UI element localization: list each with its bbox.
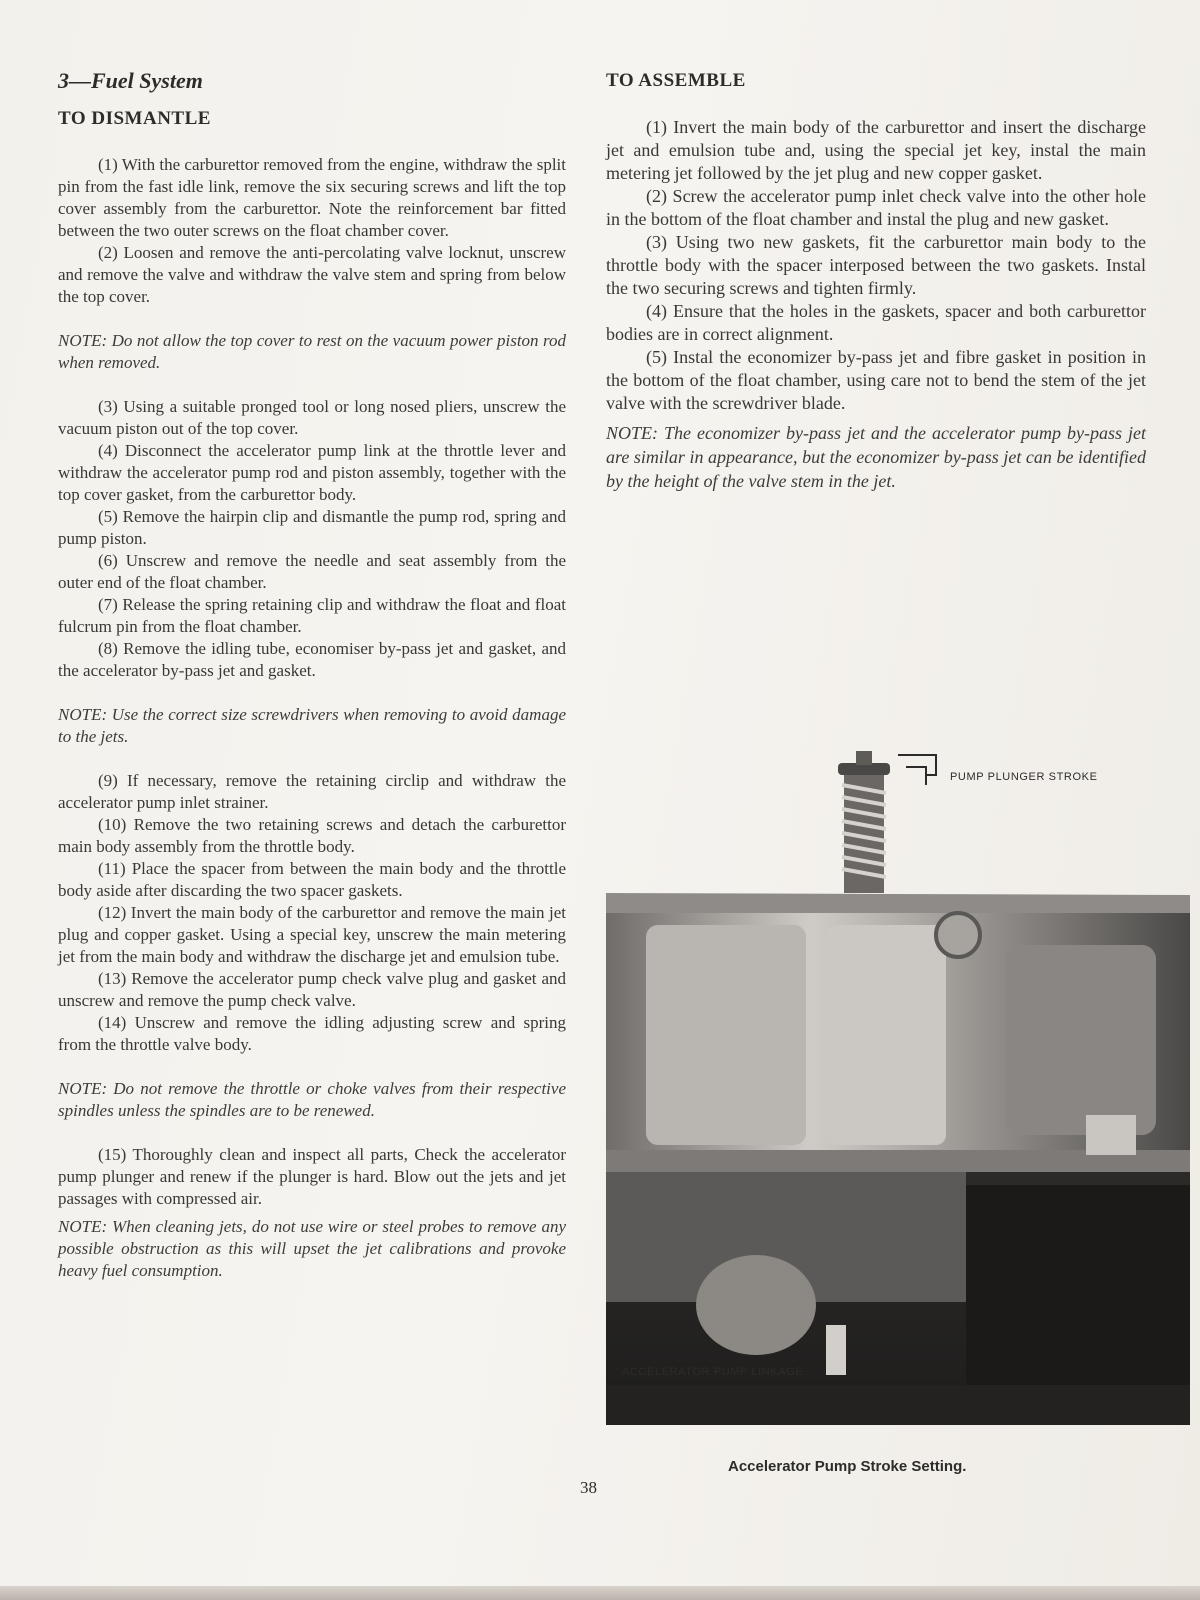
page-number: 38 <box>580 1478 597 1497</box>
note-screwdrivers: NOTE: Use the correct size screwdrivers when removing to avoid damage to the jets. <box>58 705 566 746</box>
note-economizer: NOTE: The economizer by-pass jet and the accelerator pump by-pass jet are similar in appearance, but the economizer by-pass jet can be identified by the height of the valve stem in the jet. <box>606 423 1146 491</box>
note-cleaning-jets: NOTE: When cleaning jets, do not use wire or steel probes to remove any possible obstruction as this will upset the jet calibrations and provoke heavy fuel consumption. <box>58 1217 566 1280</box>
dismantle-step: (5) Remove the hairpin clip and dismantle the pump rod, spring and pump piston. <box>58 507 566 548</box>
dismantle-step: (8) Remove the idling tube, economiser by-pass jet and gasket, and the accelerator by-pass jet and gasket. <box>58 639 566 680</box>
dismantle-step: (13) Remove the accelerator pump check valve plug and gasket and unscrew and remove the pump check valve. <box>58 969 566 1010</box>
assemble-step: (2) Screw the accelerator pump inlet check valve into the other hole in the bottom of the float chamber and instal the plug and new gasket. <box>606 186 1146 229</box>
pump-spring <box>838 751 890 893</box>
dismantle-step: (14) Unscrew and remove the idling adjusting screw and spring from the throttle valve body. <box>58 1013 566 1054</box>
pump-plunger-stroke-label: PUMP PLUNGER STROKE <box>950 771 1098 783</box>
dismantle-step: (3) Using a suitable pronged tool or long nosed pliers, unscrew the vacuum piston out of the top cover. <box>58 397 566 438</box>
dismantle-step: (6) Unscrew and remove the needle and seat assembly from the outer end of the float chamber. <box>58 551 566 592</box>
dismantle-step: (12) Invert the main body of the carburettor and remove the main jet plug and copper gasket. Using a special key, unscrew the main metering jet from the main body and withdraw the discharge jet and emulsion tube. <box>58 903 566 966</box>
dismantle-step: (7) Release the spring retaining clip and withdraw the float and float fulcrum pin from the float chamber. <box>58 595 566 636</box>
dismantle-step: (15) Thoroughly clean and inspect all parts, Check the accelerator pump plunger and renew if the plunger is hard. Blow out the jets and jet passages with compressed air. <box>58 1145 566 1208</box>
accelerator-pump-linkage-label: ACCELERATOR PUMP LINKAGE <box>622 1366 804 1378</box>
dismantle-step: (10) Remove the two retaining screws and detach the carburettor main body assembly from the throttle body. <box>58 815 566 856</box>
page-bottom-edge <box>0 1586 1200 1600</box>
stroke-dimension-marker <box>898 755 936 785</box>
note-top-cover: NOTE: Do not allow the top cover to rest on the vacuum power piston rod when removed. <box>58 331 566 372</box>
dismantle-step: (9) If necessary, remove the retaining circlip and withdraw the accelerator pump inlet strainer. <box>58 771 566 812</box>
assemble-step: (3) Using two new gaskets, fit the carburettor main body to the throttle body with the spacer interposed between the two gaskets. Instal the two securing screws and tighten firmly. <box>606 232 1146 298</box>
assemble-step: (1) Invert the main body of the carburettor and insert the discharge jet and emulsion tube and, using the special jet key, instal the main metering jet followed by the jet plug and new copper gasket. <box>606 117 1146 183</box>
section-title: 3—Fuel System <box>58 68 203 93</box>
dismantle-heading: TO DISMANTLE <box>58 108 211 129</box>
assemble-column <box>606 70 1146 515</box>
assemble-step: (4) Ensure that the holes in the gaskets, spacer and both carburettor bodies are in correct alignment. <box>606 301 1146 344</box>
carburettor-photo <box>606 745 1190 1425</box>
dismantle-column <box>58 68 566 1304</box>
assemble-heading: TO ASSEMBLE <box>606 70 746 91</box>
note-throttle-valves: NOTE: Do not remove the throttle or choke valves from their respective spindles unless the spindles are to be renewed. <box>58 1079 566 1120</box>
dismantle-step: (4) Disconnect the accelerator pump link at the throttle lever and withdraw the accelerator pump rod and piston assembly, together with the top cover gasket, from the carburettor body. <box>58 441 566 504</box>
assemble-step: (5) Instal the economizer by-pass jet and fibre gasket in position in the bottom of the float chamber, using care not to bend the stem of the jet valve with the screwdriver blade. <box>606 347 1146 413</box>
dismantle-step: (11) Place the spacer from between the main body and the throttle body aside after discarding the two spacer gaskets. <box>58 859 566 900</box>
dismantle-step: (1) With the carburettor removed from the engine, withdraw the split pin from the fast idle link, remove the six securing screws and lift the top cover assembly from the carburettor. Note the reinforcement bar fitted between the two outer screws on the float chamber cover. <box>58 155 566 240</box>
figure-caption: Accelerator Pump Stroke Setting. <box>728 1458 967 1475</box>
dismantle-step: (2) Loosen and remove the anti-percolating valve locknut, unscrew and remove the valve and withdraw the valve stem and spring from below the top cover. <box>58 243 566 306</box>
